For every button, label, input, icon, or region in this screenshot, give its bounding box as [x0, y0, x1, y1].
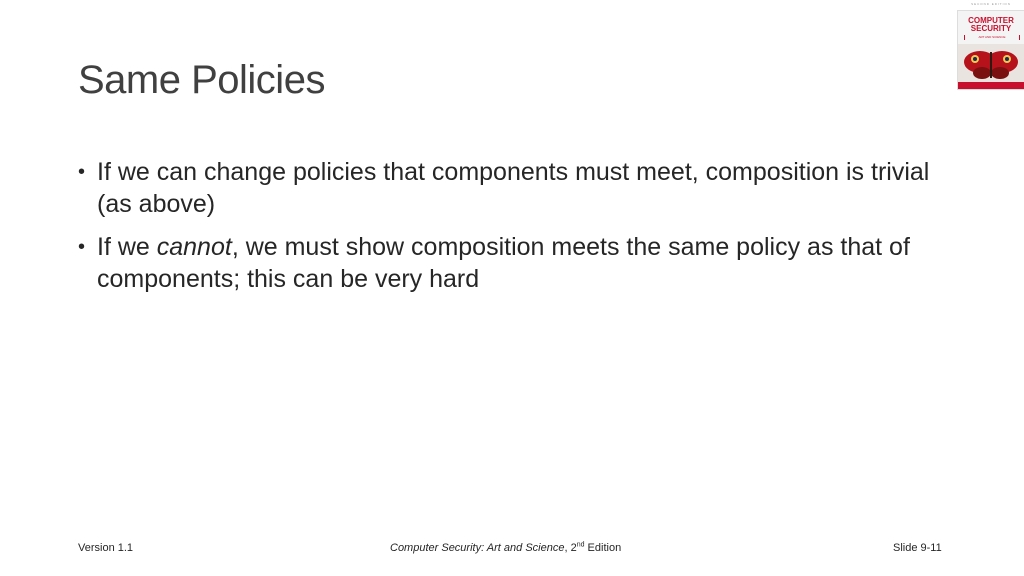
bullet-list	[78, 156, 958, 306]
bullet-item	[78, 231, 958, 295]
book-edition-label: SECOND EDITION	[971, 2, 1011, 6]
footer-version: Version 1.1	[78, 542, 134, 554]
book-title-line1: COMPUTER	[968, 16, 1014, 25]
bullet-text: If we can change policies that components must meet, composition is trivial (as above)	[97, 158, 930, 218]
footer-edition-sep: ,	[564, 542, 571, 554]
bullet-text-pre: If we	[97, 233, 157, 261]
footer-edition-number: 2	[570, 542, 577, 554]
book-cover	[957, 10, 1024, 90]
bullet-icon: •	[78, 236, 86, 258]
bullet-text-emphasis: cannot	[156, 233, 232, 261]
book-title-line2: SECURITY	[970, 24, 1012, 33]
bullet-text-post: , we must show composition meets the same policy as that of components; this can be very hard	[97, 233, 910, 293]
footer-book-title: Computer Security: Art and Science	[390, 542, 565, 554]
bullet-item	[78, 156, 958, 220]
book-cover-band	[958, 82, 1024, 89]
footer-edition-word: Edition	[584, 542, 622, 554]
bullet-icon: •	[78, 161, 86, 183]
slide-title: Same Policies	[78, 58, 325, 102]
footer-slide-number: Slide 9-11	[893, 542, 942, 554]
book-subtitle: ART AND SCIENCE	[964, 35, 1020, 40]
book-cover-thumbnail	[955, 0, 1024, 90]
footer-book-citation	[390, 542, 621, 554]
butterfly-icon	[958, 44, 1024, 82]
footer-edition-suffix: nd	[576, 541, 585, 549]
